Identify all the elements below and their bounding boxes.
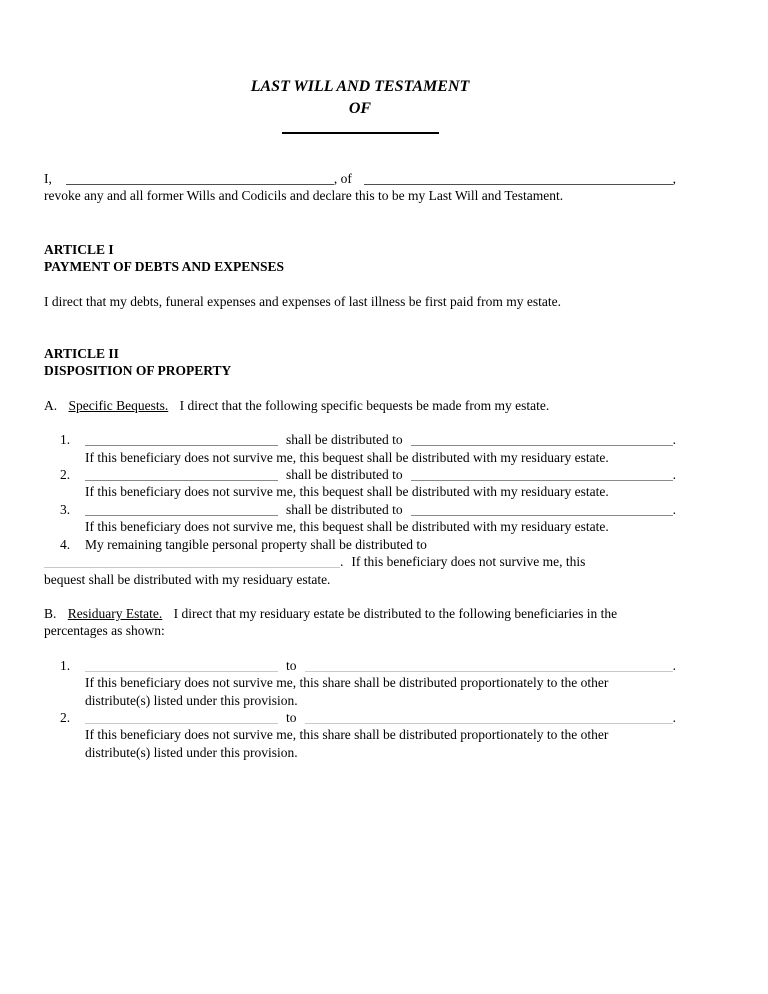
opening-prefix: I, bbox=[44, 171, 52, 186]
bequest-item-3-line bbox=[60, 501, 676, 518]
bequest-item-2-end: . bbox=[672, 467, 676, 483]
bequest-item-2-property-field bbox=[85, 479, 278, 481]
testator-name-field bbox=[66, 183, 334, 185]
bequest-item-4-line-2 bbox=[44, 553, 676, 570]
residuary-item-1-beneficiary-field bbox=[305, 670, 673, 672]
section-a-title: Specific Bequests. bbox=[68, 397, 169, 413]
title-line-2: OF bbox=[348, 100, 372, 117]
residuary-item-1-end: . bbox=[672, 657, 676, 673]
article-2-heading-line-1: ARTICLE II bbox=[44, 346, 119, 362]
residuary-item-2-line bbox=[60, 709, 676, 726]
residuary-item-1 bbox=[60, 657, 676, 709]
residence-field bbox=[364, 183, 673, 185]
bequest-item-1-line bbox=[60, 431, 676, 448]
opening-line-2: revoke any and all former Wills and Codicils and declare this to be my Last Will and Testament. bbox=[44, 188, 564, 204]
bequest-item-1-property-field bbox=[85, 444, 278, 446]
bequest-item-1-end: . bbox=[672, 432, 676, 448]
bequest-item-1-beneficiary-field bbox=[411, 444, 673, 446]
article-1-heading-line-1: ARTICLE I bbox=[44, 241, 114, 257]
residuary-item-2 bbox=[60, 709, 676, 761]
bequest-item-2-note: If this beneficiary does not survive me, this bequest shall be distributed with my residuary estate. bbox=[85, 484, 609, 500]
residuary-item-1-note-line-2: distribute(s) listed under this provision. bbox=[85, 692, 298, 708]
bequest-item-2-mid-text: shall be distributed to bbox=[286, 467, 403, 483]
bequest-item-2 bbox=[60, 466, 676, 501]
residuary-item-2-mid-text: to bbox=[286, 709, 297, 725]
residuary-item-2-note-line-2: distribute(s) listed under this provision. bbox=[85, 744, 298, 760]
bequest-item-1-mid-text: shall be distributed to bbox=[286, 432, 403, 448]
residuary-item-1-number: 1. bbox=[60, 657, 71, 673]
bequest-item-3-number: 3. bbox=[60, 501, 71, 517]
bequest-item-1-number: 1. bbox=[60, 432, 71, 448]
residuary-item-2-percentage-field bbox=[85, 722, 278, 724]
bequest-item-3 bbox=[60, 501, 676, 536]
bequest-item-1 bbox=[60, 431, 676, 466]
bequest-item-3-beneficiary-field bbox=[411, 514, 673, 516]
section-b-intro-line-1: I direct that my residuary estate be distributed to the following beneficiaries in the bbox=[173, 605, 618, 621]
bequest-item-3-note: If this beneficiary does not survive me, this bequest shall be distributed with my residuary estate. bbox=[85, 519, 609, 535]
bequest-item-3-property-field bbox=[85, 514, 278, 516]
opening-line-1 bbox=[44, 170, 676, 187]
section-a-label: A. bbox=[44, 397, 58, 413]
residuary-item-2-number: 2. bbox=[60, 709, 71, 725]
bequest-item-3-end: . bbox=[672, 501, 676, 517]
residuary-item-1-line bbox=[60, 657, 676, 674]
section-b-intro-line-2: percentages as shown: bbox=[44, 623, 165, 639]
residuary-item-2-beneficiary-field bbox=[305, 722, 673, 724]
article-1-body: I direct that my debts, funeral expenses and expenses of last illness be first paid from my estate. bbox=[44, 293, 561, 309]
bequest-item-4-number: 4. bbox=[60, 536, 71, 552]
section-b-label: B. bbox=[44, 605, 57, 621]
bequest-item-3-mid-text: shall be distributed to bbox=[286, 501, 403, 517]
section-b-heading bbox=[44, 605, 676, 640]
bequest-item-4-line-3: bequest shall be distributed with my residuary estate. bbox=[44, 571, 331, 587]
article-2-heading-line-2: DISPOSITION OF PROPERTY bbox=[44, 363, 232, 379]
bequest-item-4-line-2-text: If this beneficiary does not survive me, this bbox=[351, 554, 586, 570]
article-1-heading bbox=[44, 241, 676, 276]
bequest-item-4-end: . bbox=[340, 554, 344, 570]
article-1-heading-line-2: PAYMENT OF DEBTS AND EXPENSES bbox=[44, 259, 285, 275]
residuary-item-2-note-line-1: If this beneficiary does not survive me, this share shall be distributed proportionately to the other bbox=[85, 727, 609, 743]
residuary-item-1-mid-text: to bbox=[286, 657, 297, 673]
section-b-heading-line-1 bbox=[44, 605, 676, 622]
bequest-item-2-line bbox=[60, 466, 676, 483]
title-line-1: LAST WILL AND TESTAMENT bbox=[250, 78, 470, 95]
testator-name-blank bbox=[282, 132, 439, 134]
opening-paragraph bbox=[44, 170, 676, 205]
residuary-item-2-end: . bbox=[672, 709, 676, 725]
bequest-item-2-beneficiary-field bbox=[411, 479, 673, 481]
bequest-item-1-note: If this beneficiary does not survive me, this bequest shall be distributed with my residuary estate. bbox=[85, 449, 609, 465]
bequest-item-4 bbox=[44, 536, 676, 588]
document-title bbox=[44, 76, 676, 120]
opening-after-name: , of bbox=[333, 171, 352, 186]
residuary-item-1-note-line-1: If this beneficiary does not survive me, this share shall be distributed proportionately to the other bbox=[85, 675, 609, 691]
bequest-item-4-line-1 bbox=[60, 536, 676, 553]
article-2-heading bbox=[44, 345, 676, 380]
section-a-heading bbox=[44, 397, 676, 414]
bequest-item-4-beneficiary-field bbox=[44, 566, 340, 568]
bequest-item-2-number: 2. bbox=[60, 467, 71, 483]
bequest-item-4-text: My remaining tangible personal property shall be distributed to bbox=[85, 536, 427, 552]
section-a-intro: I direct that the following specific bequests be made from my estate. bbox=[179, 397, 550, 413]
opening-after-residence: , bbox=[672, 171, 676, 186]
residuary-item-1-percentage-field bbox=[85, 670, 278, 672]
section-b-title: Residuary Estate. bbox=[67, 605, 163, 621]
